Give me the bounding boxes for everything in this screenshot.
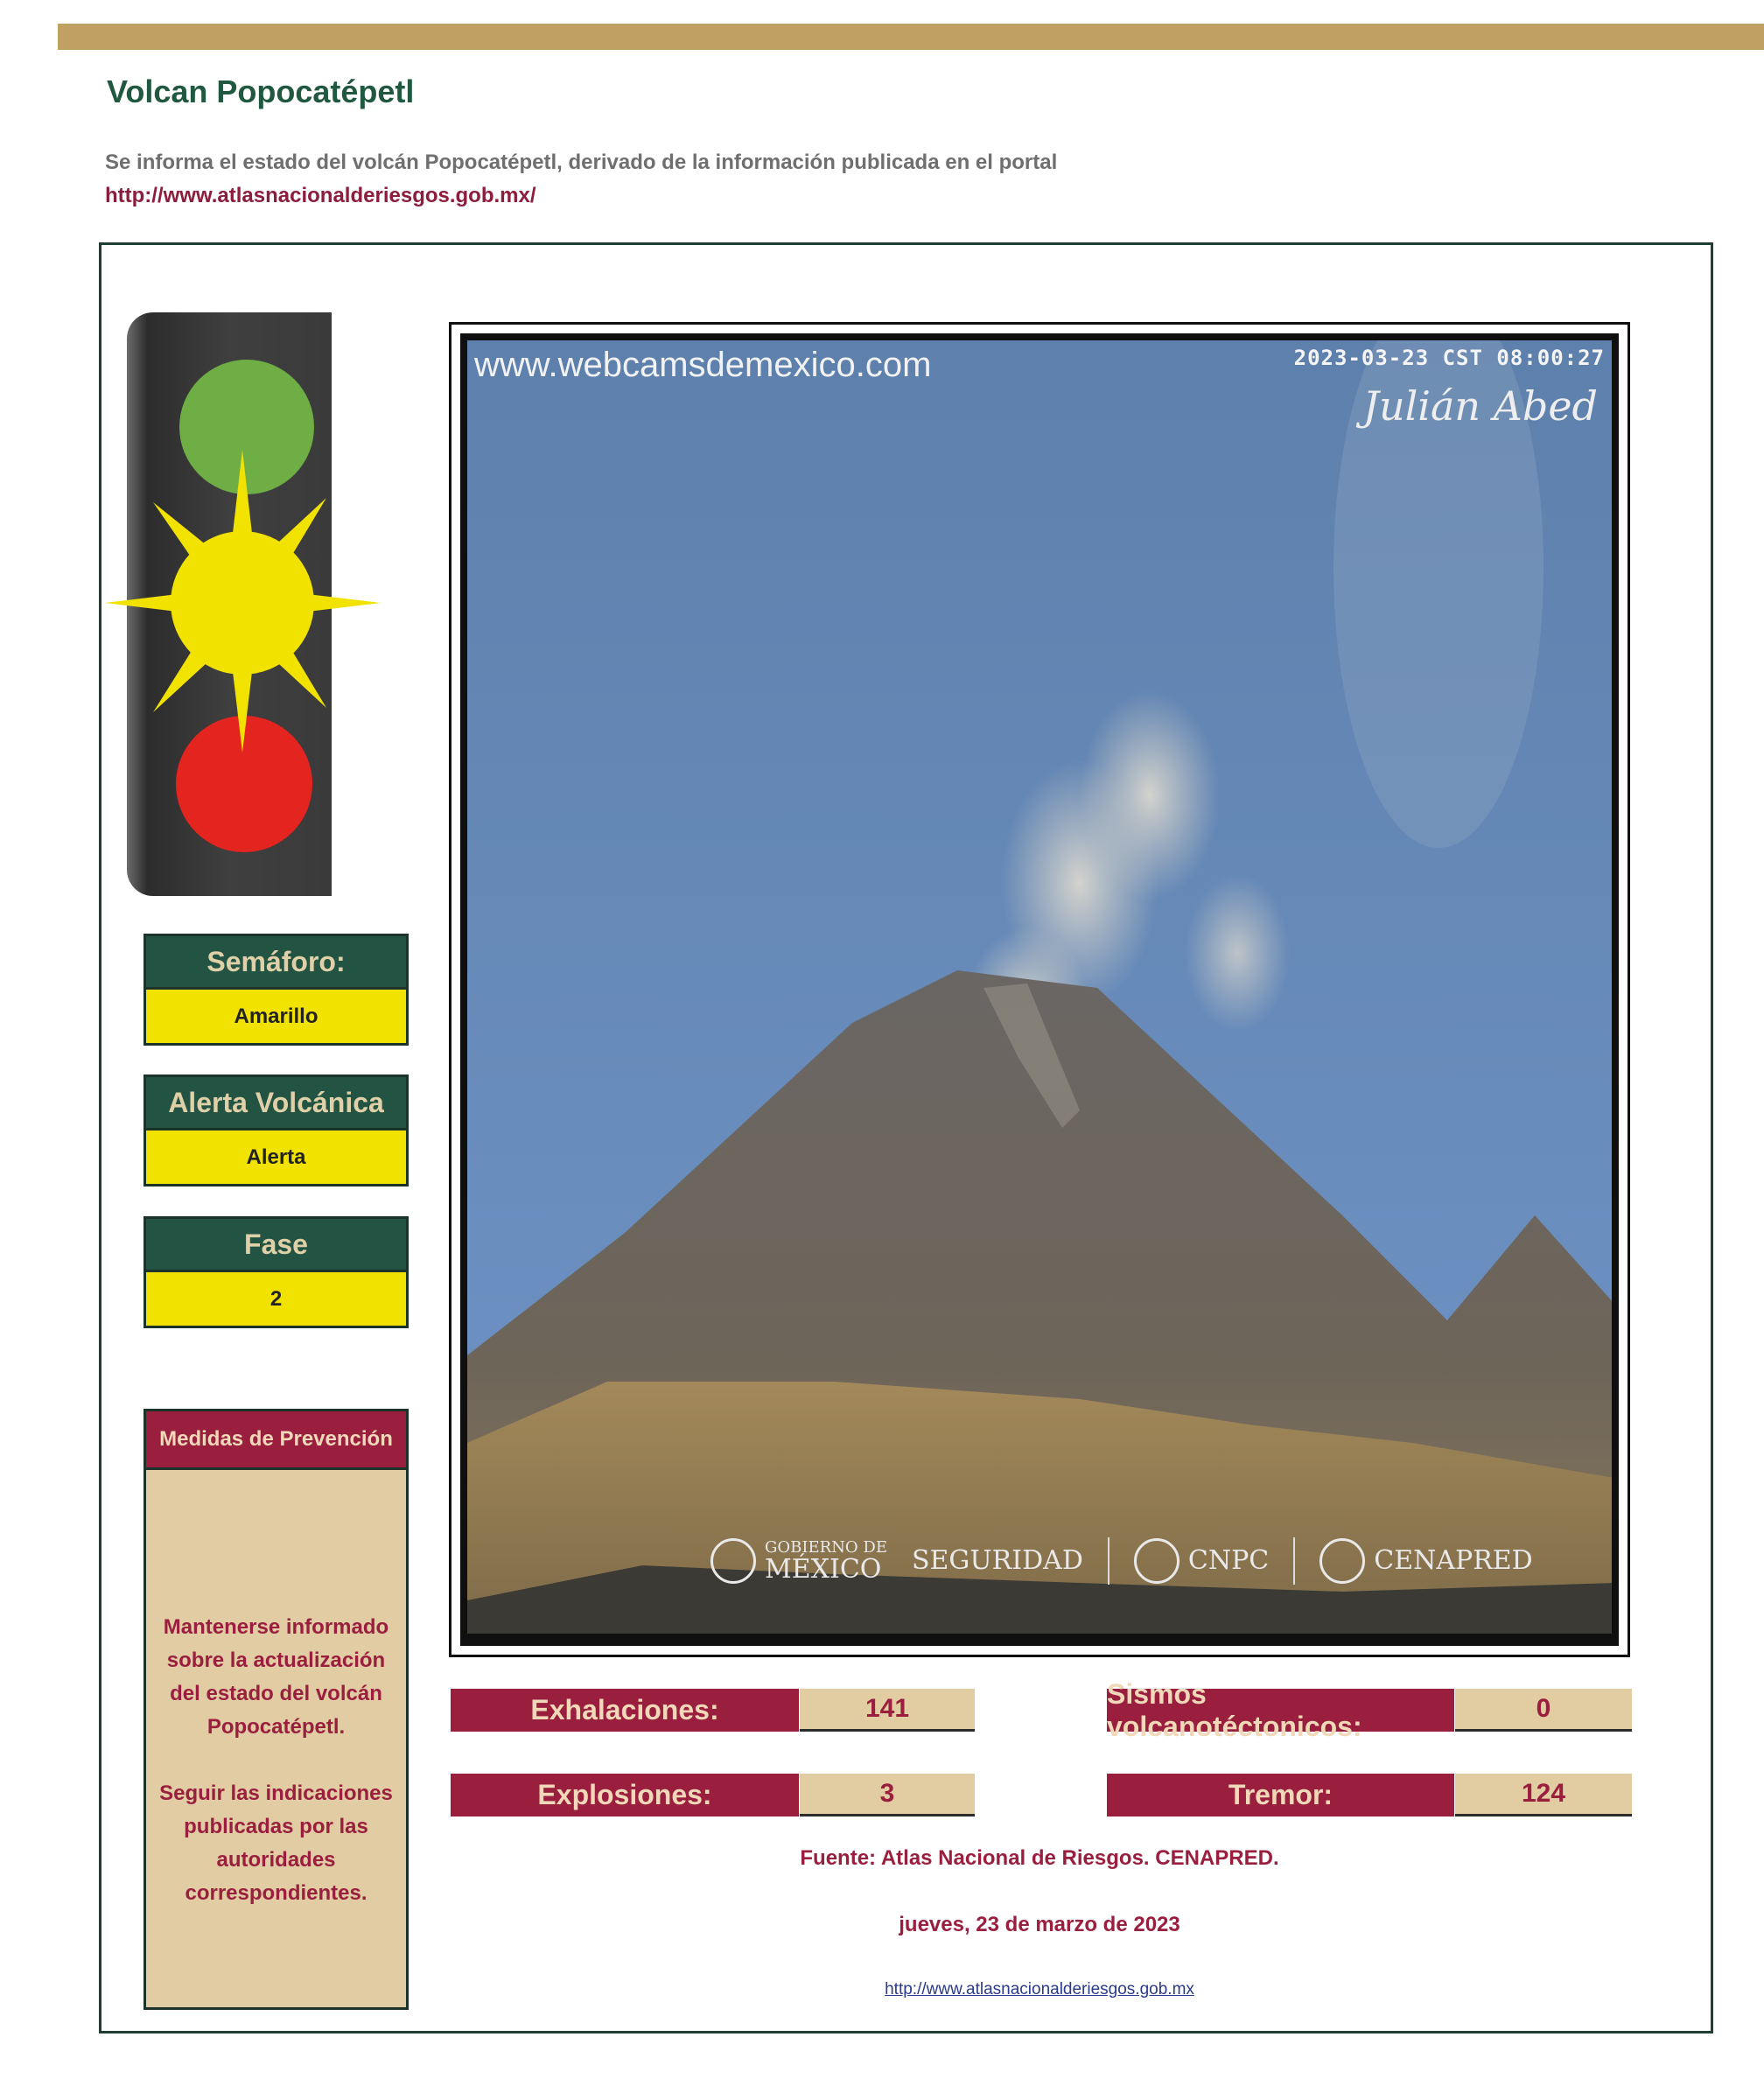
explosiones-label: Explosiones: bbox=[451, 1774, 799, 1816]
page-title: Volcan Popocatépetl bbox=[107, 74, 415, 109]
seguridad-text: SEGURIDAD bbox=[911, 1545, 1083, 1576]
webcam-frame bbox=[449, 322, 1630, 1657]
gobierno-bottom: MÉXICO bbox=[765, 1554, 882, 1585]
report-date: jueves, 23 de marzo de 2023 bbox=[899, 1913, 1180, 1936]
alerta-value: Alerta bbox=[144, 1130, 409, 1186]
cnpc-text: CNPC bbox=[1187, 1545, 1270, 1576]
portal-link[interactable]: http://www.atlasnacionalderiesgos.gob.mx/ bbox=[105, 184, 536, 207]
intro-text: Se informa el estado del volcán Popocatépetl, derivado de la información publicada en el portal bbox=[105, 150, 1058, 174]
semaforo-label: Semáforo: bbox=[144, 934, 409, 990]
alerta-box bbox=[144, 1074, 409, 1186]
seguridad-logo bbox=[911, 1545, 1083, 1576]
exhalaciones-value: 141 bbox=[800, 1689, 975, 1732]
cnpc-logo bbox=[1134, 1538, 1269, 1584]
gobierno-top: GOBIERNO DE bbox=[765, 1538, 887, 1557]
sismos-value: 0 bbox=[1455, 1689, 1632, 1732]
footer-link[interactable]: http://www.atlasnacionalderiesgos.gob.mx bbox=[885, 1980, 1194, 1998]
source-text: Fuente: Atlas Nacional de Riesgos. CENAPRED. bbox=[800, 1846, 1279, 1870]
semaforo-box bbox=[144, 934, 409, 1046]
prevention-box bbox=[144, 1409, 409, 2010]
cenapred-text: CENAPRED bbox=[1374, 1545, 1533, 1576]
traffic-light-yellow-sun-icon bbox=[105, 450, 381, 752]
sismos-label: Sismos volcanotéctonicos: bbox=[1107, 1689, 1454, 1732]
logo-separator bbox=[1293, 1537, 1295, 1585]
tremor-value: 124 bbox=[1455, 1774, 1632, 1816]
exhalaciones-label: Exhalaciones: bbox=[451, 1689, 799, 1732]
fase-box bbox=[144, 1216, 409, 1328]
header-bar bbox=[58, 24, 1764, 50]
prevention-title: Medidas de Prevención bbox=[146, 1411, 406, 1470]
tremor-label: Tremor: bbox=[1107, 1774, 1454, 1816]
mexico-seal-icon bbox=[710, 1538, 756, 1584]
photographer-signature: Julián Abed bbox=[1362, 382, 1598, 430]
agency-logos bbox=[710, 1537, 1533, 1585]
prevention-text: Mantenerse informado sobre la actualización del estado del volcán Popocatépetl. Seguir las indicaciones publicadas por las autoridades correspondientes. bbox=[159, 1615, 393, 1905]
cenapred-icon bbox=[1320, 1538, 1365, 1584]
explosiones-value: 3 bbox=[800, 1774, 975, 1816]
gobierno-logo bbox=[710, 1538, 887, 1584]
fase-value: 2 bbox=[144, 1272, 409, 1328]
alerta-label: Alerta Volcánica bbox=[144, 1074, 409, 1130]
webcam-timestamp: 2023-03-23 CST 08:00:27 bbox=[1293, 346, 1605, 370]
logo-separator bbox=[1108, 1537, 1110, 1585]
fase-label: Fase bbox=[144, 1216, 409, 1272]
webcam-watermark: www.webcamsdemexico.com bbox=[474, 346, 932, 384]
cenapred-logo bbox=[1320, 1538, 1533, 1584]
volcano-photo bbox=[467, 340, 1612, 1634]
semaforo-value: Amarillo bbox=[144, 990, 409, 1046]
cnpc-icon bbox=[1134, 1538, 1180, 1584]
